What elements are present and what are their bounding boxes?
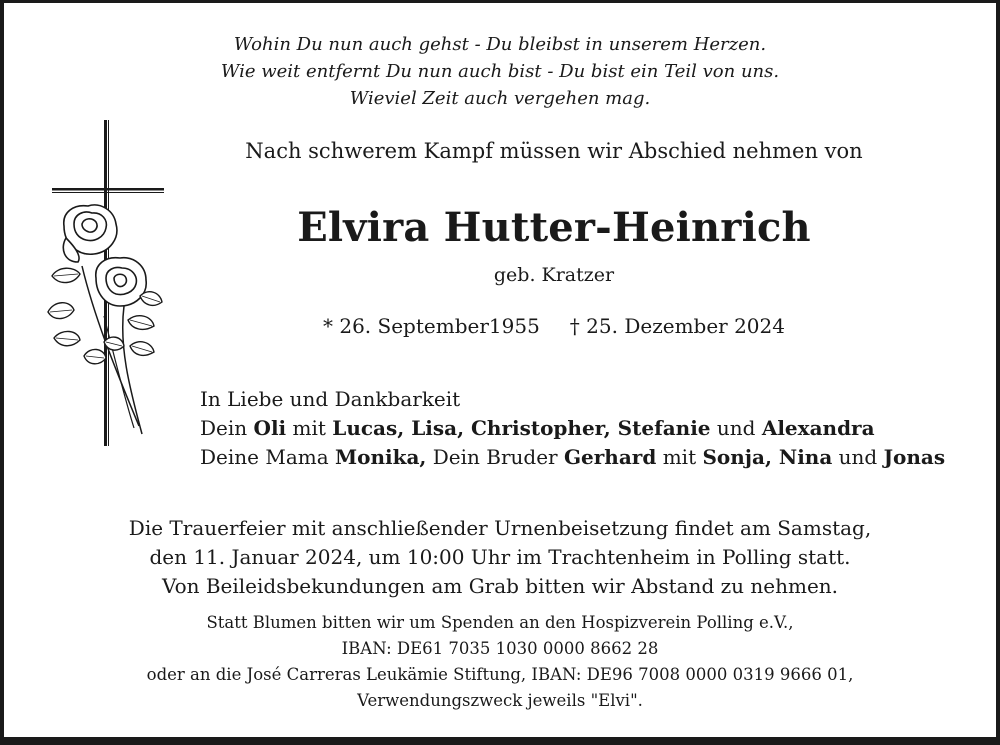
death-date: † 25. Dezember 2024	[569, 314, 785, 338]
mourner-text: Dein	[200, 416, 254, 440]
memorial-poem	[4, 31, 996, 112]
birth-date: * 26. September1955	[323, 314, 540, 338]
donation-purpose: Verwendungszweck jeweils "Elvi".	[357, 691, 643, 710]
donation-line: oder an die José Carreras Leukämie Stiftung, IBAN: DE96 7008 0000 0319 9666 01,	[146, 665, 854, 684]
mourner-name: Monika,	[335, 445, 427, 469]
mourner-text: und	[832, 445, 884, 469]
mourner-name: Oli	[253, 416, 287, 440]
donation-iban: IBAN: DE61 7035 1030 0000 8662 28	[341, 639, 659, 658]
farewell-intro: Nach schwerem Kampf müssen wir Abschied nehmen von	[245, 139, 863, 163]
mourner-text: und	[710, 416, 762, 440]
ceremony-line: den 11. Januar 2024, um 10:00 Uhr im Trachtenheim in Polling statt.	[149, 545, 851, 569]
ceremony-line: Die Trauerfeier mit anschließender Urnenbeisetzung findet am Samstag,	[128, 516, 872, 540]
maiden-name: geb. Kratzer	[493, 264, 615, 286]
mourner-name: Alexandra	[761, 416, 875, 440]
mourners-line-1	[200, 414, 945, 443]
poem-line: Wohin Du nun auch gehst - Du bleibst in unserem Herzen.	[233, 34, 767, 55]
mourner-text: mit	[286, 416, 333, 440]
mourner-name: Jonas	[883, 445, 946, 469]
deceased-name: Elvira Hutter-Heinrich	[297, 204, 811, 251]
donation-line: Statt Blumen bitten wir um Spenden an den Hospizverein Polling e.V.,	[206, 613, 794, 632]
mourners-line-2	[200, 443, 945, 472]
donation-info	[4, 610, 996, 714]
mourner-name: Gerhard	[563, 445, 657, 469]
mourner-text: mit	[656, 445, 703, 469]
ceremony-info	[4, 514, 996, 601]
life-dates	[4, 311, 1000, 341]
mourners-intro: In Liebe und Dankbarkeit	[200, 387, 461, 411]
mourners-block	[200, 385, 945, 472]
mourner-name: Lucas, Lisa, Christopher, Stefanie	[332, 416, 711, 440]
poem-line: Wie weit entfernt Du nun auch bist - Du bist ein Teil von uns.	[220, 61, 780, 82]
ceremony-line: Von Beileidsbekundungen am Grab bitten wir Abstand zu nehmen.	[161, 574, 839, 598]
mourner-text: Deine Mama	[200, 445, 335, 469]
mourner-text: Dein Bruder	[426, 445, 564, 469]
mourner-name: Sonja, Nina	[702, 445, 833, 469]
poem-line: Wieviel Zeit auch vergehen mag.	[349, 88, 651, 109]
